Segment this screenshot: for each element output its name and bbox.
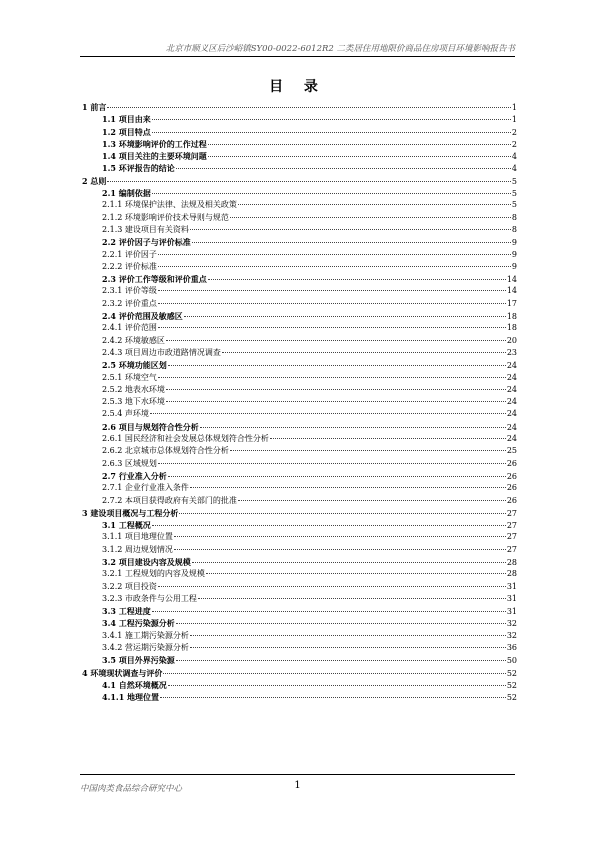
toc-entry[interactable] (82, 630, 517, 642)
toc-dot-leader (158, 290, 506, 291)
toc-entry-label: 2.4 评价范围及敏感区 (102, 311, 183, 322)
toc-entry-label: 2.1.1 环境保护法律、法规及相关政策 (102, 200, 237, 210)
toc-entry[interactable] (82, 347, 517, 359)
toc-entry-label: 3.2.2 项目投资 (102, 581, 157, 591)
toc-entry-label: 2 总则 (82, 175, 107, 186)
toc-entry-page: 52 (506, 680, 517, 690)
toc-dot-leader (158, 254, 511, 255)
toc-entry[interactable] (82, 408, 517, 420)
toc-entry-label: 3 建设项目概况与工程分析 (82, 507, 179, 518)
toc-dot-leader (158, 266, 511, 267)
toc-entry-page: 26 (506, 458, 517, 468)
toc-entry-page: 25 (506, 446, 517, 456)
toc-dot-leader (168, 476, 506, 477)
toc-entry-page: 26 (506, 471, 517, 481)
toc-entry-label: 1 前言 (82, 102, 107, 112)
footer-organization: 中国肉类食品综合研究中心 (80, 784, 183, 794)
toc-dot-leader (158, 327, 506, 328)
toc-entry[interactable] (82, 581, 517, 593)
toc-dot-leader (192, 562, 506, 563)
toc-dot-leader (190, 647, 506, 648)
toc-entry-page: 24 (506, 422, 517, 432)
toc-entry[interactable] (82, 531, 517, 543)
toc-entry-page: 50 (506, 656, 517, 666)
toc-entry-label: 2.3.1 评价等级 (102, 286, 157, 296)
toc-entry-label: 3.1 工程概况 (102, 520, 151, 531)
toc-entry-label: 2.5.1 环境空气 (102, 372, 157, 382)
toc-entry[interactable] (82, 126, 517, 138)
toc-dot-leader (158, 303, 506, 304)
toc-entry[interactable] (82, 470, 517, 482)
toc-entry-page: 28 (506, 569, 517, 579)
toc-entry[interactable] (82, 298, 517, 310)
page-title: 目 录 (269, 79, 326, 95)
toc-entry-label: 2.1 编制依据 (102, 188, 151, 199)
toc-entry-page: 36 (506, 643, 517, 653)
toc-entry-label: 2.5.2 地表水环境 (102, 384, 165, 394)
toc-entry-label: 2.5 环境功能区划 (102, 360, 167, 371)
toc-dot-leader (158, 463, 506, 464)
toc-dot-leader (174, 549, 506, 550)
toc-entry-page: 27 (506, 544, 517, 554)
toc-entry-page: 31 (506, 607, 517, 617)
toc-entry[interactable] (82, 273, 517, 285)
toc-entry-page: 27 (506, 508, 517, 518)
toc-dot-leader (230, 217, 511, 218)
toc-entry[interactable] (82, 482, 517, 494)
toc-dot-leader (176, 660, 506, 661)
toc-entry-page: 28 (506, 557, 517, 567)
toc-entry-label: 2.6 项目与规划符合性分析 (102, 421, 199, 432)
toc-entry[interactable] (82, 285, 517, 297)
toc-entry-page: 32 (506, 630, 517, 640)
toc-dot-leader (107, 181, 511, 182)
toc-entry-label: 1.5 环评报告的结论 (102, 163, 175, 174)
toc-entry[interactable] (82, 445, 517, 457)
toc-entry-page: 24 (506, 361, 517, 371)
toc-entry-label: 4.1 自然环境概况 (102, 679, 167, 690)
toc-entry[interactable] (82, 187, 517, 199)
toc-entry-label: 1.2 项目特点 (102, 126, 151, 137)
toc-entry-page: 9 (511, 261, 517, 271)
toc-entry-page: 9 (511, 249, 517, 259)
toc-entry-page: 24 (506, 409, 517, 419)
toc-entry-page: 26 (506, 483, 517, 493)
toc-entry-label: 2.2.1 评价因子 (102, 249, 157, 259)
toc-dot-leader (168, 365, 506, 366)
toc-entry[interactable] (82, 679, 517, 691)
toc-entry[interactable] (82, 199, 517, 211)
toc-entry-label: 2.3.2 评价重点 (102, 298, 157, 308)
toc-entry[interactable] (82, 113, 517, 125)
toc-entry[interactable] (82, 322, 517, 334)
toc-entry-label: 3.1.2 周边规划情况 (102, 544, 173, 554)
toc-entry-page: 20 (506, 335, 517, 345)
toc-entry-label: 3.4.2 营运期污染源分析 (102, 643, 189, 653)
toc-entry[interactable] (82, 495, 517, 507)
toc-dot-leader (152, 525, 506, 526)
toc-entry[interactable] (82, 261, 517, 273)
toc-entry-label: 3.3 工程进度 (102, 606, 151, 617)
toc-entry[interactable] (82, 568, 517, 580)
toc-entry-page: 26 (506, 495, 517, 505)
toc-dot-leader (150, 413, 506, 414)
toc-entry-page: 4 (511, 164, 517, 174)
toc-entry-label: 4.1.1 地理位置 (102, 692, 160, 703)
toc-dot-leader (158, 586, 506, 587)
toc-entry-label: 3.2.1 工程规划的内容及规模 (102, 569, 205, 579)
toc-entry-label: 3.2.3 市政条件与公用工程 (102, 593, 197, 603)
toc-dot-leader (230, 450, 506, 451)
toc-entry-label: 2.4.1 评价范围 (102, 323, 157, 333)
toc-entry-page: 2 (511, 127, 517, 137)
footer-divider (80, 774, 515, 775)
toc-entry[interactable] (82, 507, 517, 519)
toc-entry-page: 32 (506, 619, 517, 629)
toc-entry[interactable] (82, 236, 517, 248)
toc-entry-label: 2.6.2 北京城市总体规划符合性分析 (102, 446, 229, 456)
toc-entry[interactable] (82, 544, 517, 556)
toc-dot-leader (152, 132, 511, 133)
toc-entry[interactable] (82, 593, 517, 605)
toc-entry-page: 52 (506, 693, 517, 703)
toc-entry-label: 2.6.3 区域规划 (102, 458, 157, 468)
toc-entry-page: 1 (511, 103, 517, 112)
toc-entry-label: 2.1.2 环境影响评价技术导则与规范 (102, 212, 229, 222)
toc-dot-leader (179, 513, 505, 514)
toc-entry-label: 3.5 项目外界污染源 (102, 655, 175, 666)
toc-dot-leader (190, 487, 506, 488)
toc-entry-label: 2.7.1 企业行业准入条件 (102, 483, 189, 493)
toc-entry[interactable] (82, 249, 517, 261)
toc-dot-leader (176, 623, 506, 624)
toc-entry[interactable] (82, 654, 517, 666)
table-of-contents (82, 101, 517, 704)
toc-dot-leader (208, 279, 506, 280)
toc-entry[interactable] (82, 224, 517, 236)
toc-entry[interactable] (82, 396, 517, 408)
toc-entry-page: 24 (506, 434, 517, 444)
toc-entry[interactable] (82, 605, 517, 617)
toc-entry[interactable] (82, 335, 517, 347)
toc-dot-leader (158, 377, 506, 378)
toc-dot-leader (166, 389, 506, 390)
toc-dot-leader (190, 229, 511, 230)
toc-dot-leader (198, 598, 506, 599)
toc-entry-label: 1.3 环境影响评价的工作过程 (102, 138, 207, 149)
toc-dot-leader (184, 316, 506, 317)
toc-dot-leader (206, 573, 506, 574)
toc-entry-label: 3.1.1 项目地理位置 (102, 532, 173, 542)
toc-dot-leader (152, 611, 506, 612)
toc-dot-leader (222, 352, 506, 353)
toc-entry-label: 1.1 项目由来 (102, 114, 151, 125)
toc-entry[interactable] (82, 458, 517, 470)
toc-dot-leader (208, 144, 511, 145)
header-divider (80, 56, 515, 57)
toc-dot-leader (190, 635, 506, 636)
toc-entry-page: 5 (511, 200, 517, 210)
toc-entry[interactable] (82, 421, 517, 433)
toc-entry-label: 3.2 项目建设内容及规模 (102, 556, 191, 567)
toc-entry-page: 8 (511, 224, 517, 234)
toc-entry[interactable] (82, 667, 517, 679)
toc-entry[interactable] (82, 691, 517, 703)
toc-entry[interactable] (82, 433, 517, 445)
toc-entry-label: 2.3 评价工作等级和评价重点 (102, 274, 207, 285)
toc-entry-page: 24 (506, 372, 517, 382)
toc-dot-leader (208, 156, 511, 157)
toc-entry[interactable] (82, 162, 517, 174)
toc-entry[interactable] (82, 372, 517, 384)
toc-entry-page: 9 (511, 238, 517, 248)
toc-entry-label: 2.7 行业准入分析 (102, 470, 167, 481)
toc-entry-page: 24 (506, 397, 517, 407)
toc-entry-page: 8 (511, 212, 517, 222)
toc-dot-leader (174, 536, 506, 537)
toc-dot-leader (176, 168, 511, 169)
toc-entry[interactable] (82, 642, 517, 654)
toc-entry[interactable] (82, 138, 517, 150)
toc-dot-leader (270, 438, 506, 439)
toc-entry-page: 27 (506, 532, 517, 542)
toc-entry-page: 1 (511, 115, 517, 125)
toc-entry-label: 2.4.3 项目周边市政道路情况调查 (102, 347, 221, 357)
toc-entry-label: 2.5.4 声环境 (102, 409, 149, 419)
toc-dot-leader (152, 193, 511, 194)
toc-dot-leader (163, 673, 505, 674)
toc-entry-page: 5 (511, 176, 517, 186)
toc-dot-leader (238, 204, 511, 205)
toc-entry-label: 2.2.2 评价标准 (102, 261, 157, 271)
toc-dot-leader (200, 427, 506, 428)
toc-entry-page: 17 (506, 298, 517, 308)
toc-entry-page: 2 (511, 139, 517, 149)
toc-entry[interactable] (82, 617, 517, 629)
toc-entry-label: 3.4 工程污染源分析 (102, 618, 175, 629)
running-header: 北京市顺义区后沙峪镇SY00-0022-6012R2 二类居住用地限价商品住房项目环境影响报告书 (165, 44, 515, 54)
toc-entry-label: 4 环境现状调查与评价 (82, 667, 163, 678)
toc-entry-label: 2.1.3 建设项目有关资料 (102, 224, 189, 234)
toc-dot-leader (168, 685, 506, 686)
toc-dot-leader (166, 340, 506, 341)
toc-entry[interactable] (82, 212, 517, 224)
toc-entry[interactable] (82, 384, 517, 396)
toc-entry-label: 2.7.2 本项目获得政府有关部门的批准 (102, 495, 237, 505)
toc-entry-label: 2.5.3 地下水环境 (102, 397, 165, 407)
toc-dot-leader (238, 500, 506, 501)
toc-entry-page: 31 (506, 581, 517, 591)
toc-entry-page: 18 (506, 312, 517, 322)
toc-entry-page: 24 (506, 384, 517, 394)
toc-entry[interactable] (82, 519, 517, 531)
toc-entry-label: 2.2 评价因子与评价标准 (102, 237, 191, 248)
toc-entry[interactable] (82, 556, 517, 568)
toc-entry-page: 31 (506, 593, 517, 603)
toc-entry-page: 14 (506, 286, 517, 296)
toc-entry-page: 52 (506, 668, 517, 678)
toc-entry[interactable] (82, 310, 517, 322)
toc-entry-label: 1.4 项目关注的主要环境问题 (102, 151, 207, 162)
toc-entry-label: 3.4.1 施工期污染源分析 (102, 630, 189, 640)
toc-dot-leader (107, 107, 511, 108)
toc-entry-page: 14 (506, 275, 517, 285)
toc-entry-page: 18 (506, 323, 517, 333)
toc-entry-page: 5 (511, 189, 517, 199)
toc-dot-leader (160, 697, 506, 698)
toc-entry-page: 27 (506, 521, 517, 531)
toc-dot-leader (166, 401, 506, 402)
toc-entry-page: 4 (511, 152, 517, 162)
toc-entry-label: 2.4.2 环境敏感区 (102, 335, 165, 345)
toc-entry[interactable] (82, 150, 517, 162)
toc-entry-label: 2.6.1 国民经济和社会发展总体规划符合性分析 (102, 434, 269, 444)
toc-dot-leader (192, 242, 511, 243)
toc-entry[interactable] (82, 175, 517, 187)
page-number: 1 (294, 780, 301, 791)
toc-entry-page: 23 (506, 347, 517, 357)
toc-dot-leader (152, 119, 511, 120)
toc-entry[interactable] (82, 359, 517, 371)
toc-entry[interactable] (82, 101, 517, 113)
